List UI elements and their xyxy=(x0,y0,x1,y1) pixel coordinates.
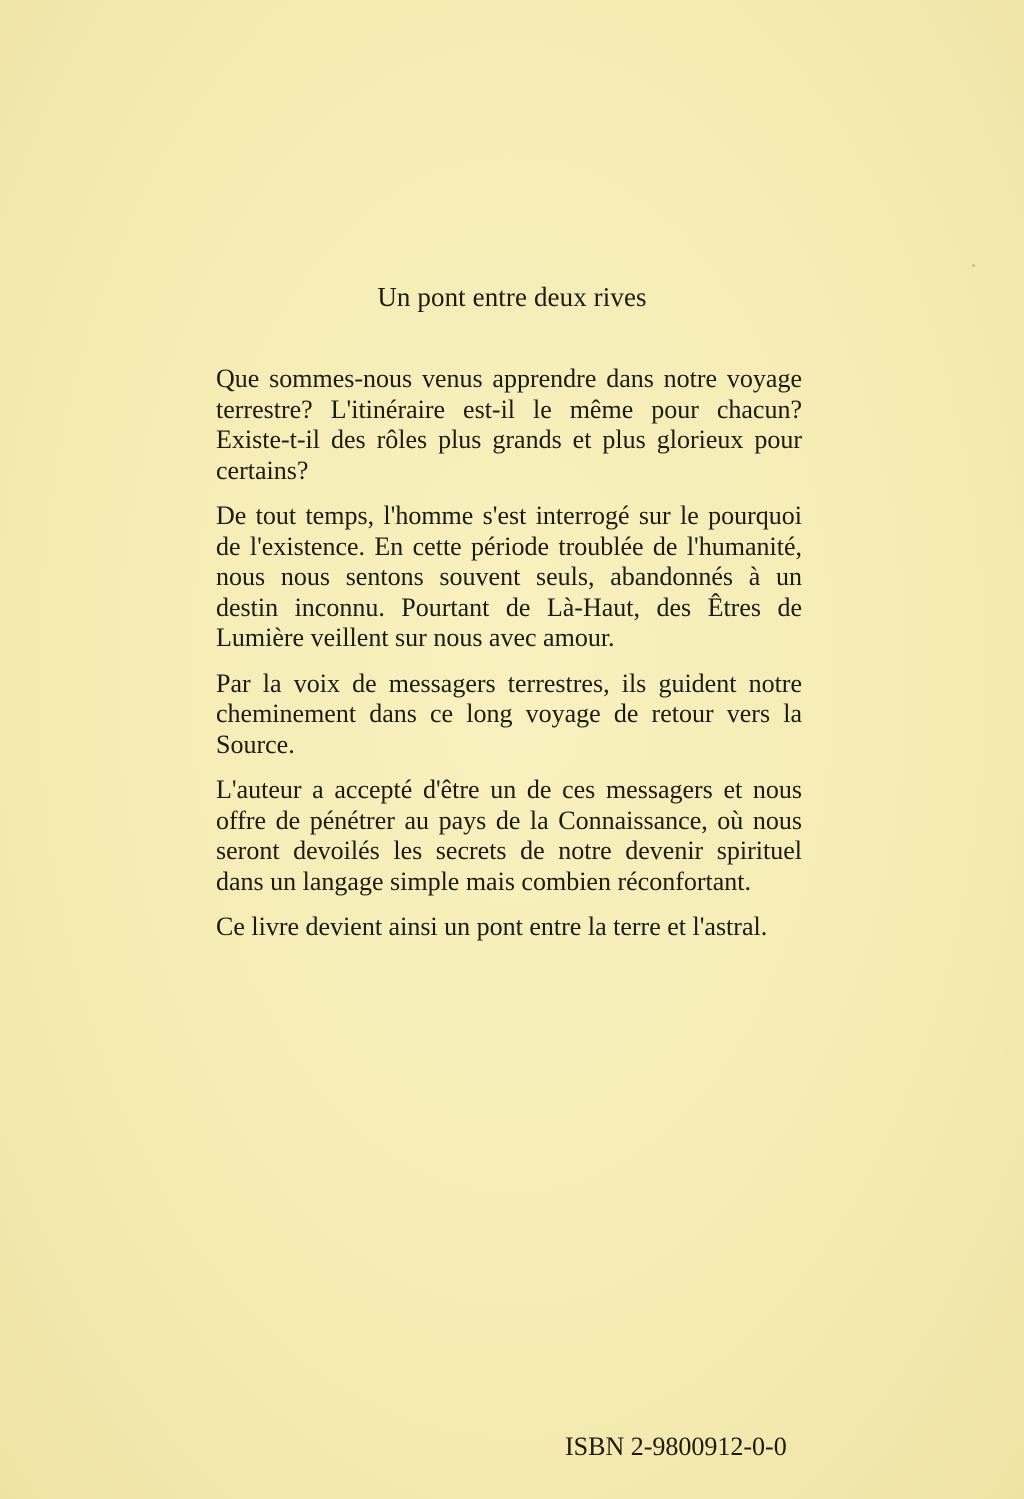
paper-speck xyxy=(972,264,975,267)
cover-title: Un pont entre deux rives xyxy=(377,282,647,312)
blurb-paragraph-4: L'auteur a accepté d'être un de ces messagers et nous offre de pénétrer au pays de la Connaissance, où nous seront devoilés les secrets de notre devenir spirituel dans un langage simple mais combien réconfortant. xyxy=(216,775,802,896)
blurb-paragraph-3: Par la voix de messagers terrestres, ils guident notre cheminement dans ce long voyage de retour vers la Source. xyxy=(216,668,802,759)
cover-blurb xyxy=(216,364,802,958)
blurb-paragraph-1: Que sommes-nous venus apprendre dans notre voyage terrestre? L'itinéraire est-il le même pour chacun? Existe-t-il des rôles plus grands et plus glorieux pour certains? xyxy=(216,364,802,485)
blurb-paragraph-5: Ce livre devient ainsi un pont entre la terre et l'astral. xyxy=(216,912,768,941)
blurb-paragraph-2: De tout temps, l'homme s'est interrogé sur le pourquoi de l'existence. En cette période troublée de l'humanité, nous nous sentons souvent seuls, abandonnés à un destin inconnu. Pourtant de Là-Haut, des Êtres de Lumière veillent sur nous avec amour. xyxy=(216,501,802,652)
isbn-number: ISBN 2-9800912-0-0 xyxy=(565,1432,787,1461)
